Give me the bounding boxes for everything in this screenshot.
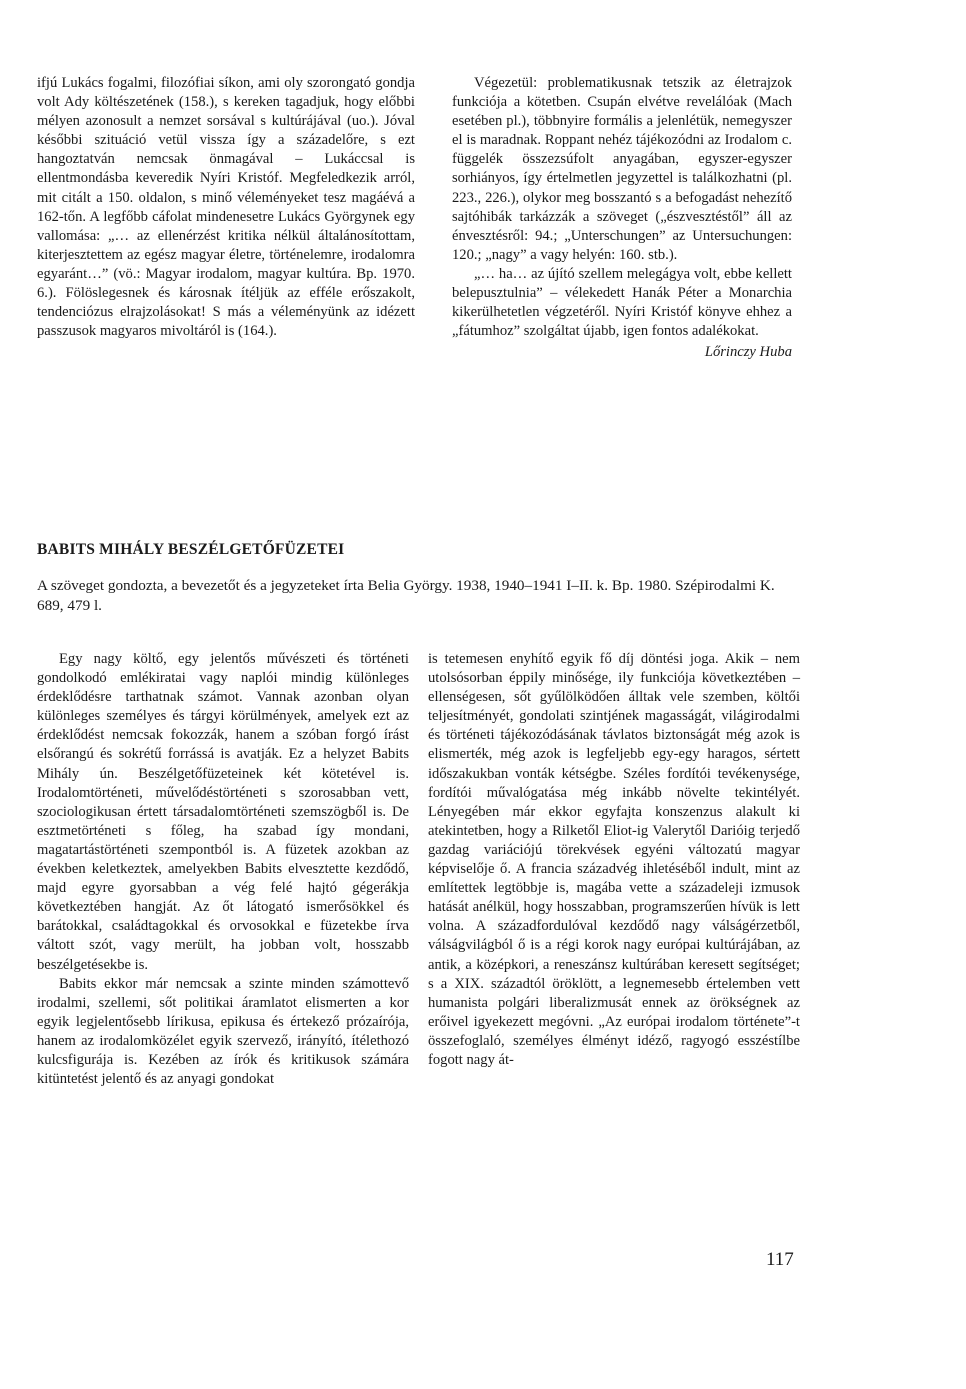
author-signature: Lőrinczy Huba [704,344,792,361]
top-left-column [37,74,415,341]
page-number: 117 [766,1249,794,1270]
paragraph: Babits ekkor már nemcsak a szinte minden számottevő irodalmi, szellemi, sőt politikai áramlatot elismerten a kor egyik legjelentősebb lírikusa, epikusa és értekező prózaírója, hanem az irodalomközélet egyik szervező, irányító, ítélethozó kulcsfigurája is. Kezében az írók és kritikusok számára kitüntetést jelentő és az anyagi gondokat [37,975,409,1088]
body-right-column [428,650,800,1070]
body-left-column [37,650,409,1089]
paragraph: Egy nagy költő, egy jelentős művészeti és történeti gondolkodó emlékiratai vagy naplói mindig különleges érdeklődésre tarthatnak számot. Vannak azonban olyan különleges személyes és tárgyi körülmények, amelyek ezt az érdeklődést nemcsak fokozzák, hanem a szóban forgó írást elsőrangú és sokrétű forrássá is avatják. Ez a helyzet Babits Mihály ún. Beszélgetőfüzeteinek két kötetével is. Irodalomtörténeti, művelődéstörténeti s szorosabban vett, szociologikusan értett társadalomtörténeti szemszögből is. De esztmetörténeti s főleg, ha szabad így mondani, magatartástörténeti szempontból is. A füzetek azokban az években keletkeztek, amelyekben Babits elvesztette kezdődő, majd egyre gyorsabban a vég felé hajtó gégerákja következtében hangját. Az őt látogató ismerősökkel és barátokkal, családtagokkal és orvosokkal e füzetekbe írva váltott szót, vagy merült, ha jobban volt, hosszabb beszélgetésekbe is. [37,651,409,973]
paragraph: Végezetül: problematikusnak tetszik az életrajzok funkciója a kötetben. Csupán elvétve revelálóak (Mach esetében pl.), többnyire formális a jelenlétük, nemegyszer el is maradnak. Roppant nehéz tájékozódni az Irodalom c. függelék összezsúfolt anyagában, egyszer-egyszer sorhiányos, így értelmetlen jegyzettel is találkozhatni (pl. 223., 226.), olykor meg bosszantó s a befogadást nehezítő sajtóhibák tarkázzák a szöveget („észvesztéstől” áll az énvesztésről: 94.; „Unterschungen” az Untersuchungen: 120.; „nagy” a vagy helyén: 160. stb.). [452,75,792,263]
top-right-column [452,74,792,362]
review-title: BABITS MIHÁLY BESZÉLGETŐFÜZETEI [37,541,345,558]
paragraph: is tetemesen enyhítő egyik fő díj döntési joga. Akik – nem utolsósorban éppily minősége, ily funkciója következtében – ellenségesen, sőt gyűlölködően álltak vele szemben, költői teljesítményét, gondolati szintjének magasságát, világirodalmi és történeti tájékozódásának távlatos biztonságát még azok is elismerték, még azok is legfeljebb egy-egy haragos, sértett időszakukban vonták kétségbe. Széles fordítói tevékenysége, fordítói művalógatása még inkább növelte tekintélyét. Lényegében már ekkor egyfajta konszenzus alakult ki atekintetben, hogy a Rilketől Eliot-ig Valerytől Darióig terjedő gazdag variációjú törekvések egyéni változatú magyar képviselője ő. A francia századvég ihletéséből indult, mint az említettek legtöbbje is, magába vette a századeleji izmusok hatását anélkül, hogy hosszabban, programszerűen hívük is lett volna. A századfordulóval kezdődő nagy válságérzetből, válságvilágból ő is a régi korok nagy európai kultúrájában, az antik, a középkori, a reneszánsz kultúrában keresett segítséget; s a XIX. századtól öröklött, a legnemesebb értelemben vett humanista polgári liberalizmusát ennek az örökségnek az erőivel igyekezett megóvni. „Az európai irodalom története”-t összefoglaló, személyes élményt idéző, ragyogó esszéstílbe fogott nagy át- [428,651,800,1068]
paragraph: „… ha… az újító szellem melegágya volt, ebbe kellett belepusztulnia” – vélekedett Hanák Péter a Monarchia kikerülhetetlen végzetéről. Nyíri Kristóf könyve ehhez a „fátumhoz” szolgáltat újabb, igen fontos adalékokat. [452,265,792,340]
review-bibliographic-info: A szöveget gondozta, a bevezetőt és a jegyzeteket írta Belia György. 1938, 1940–1941 I–II. k. Bp. 1980. Szépirodalmi K. 689, 479 l. [37,577,775,614]
paragraph: ifjú Lukács fogalmi, filozófiai síkon, ami oly szorongató gondja volt Ady költészetének (158.), s kereken tagadjuk, hogy előbbi mélyen azonosult a nemzet sorsával s kultúrájával (uo.). Jóval későbbi szituáció vetül vissza így a századelőre, s ezt hangoztatván nemcsak önmagával – Lukáccsal is ellentmondásba keveredik Nyíri Kristóf. Megfeledkezik arról, mit citált a 150. oldalon, s minő véleményeket tesz magáévá a 162-tőn. A legfőbb cáfolat mindenesetre Lukács Györgynek egy vallomása: „… az ellenérzést kritika nélkül általánosítottam, kiterjesztettem az egész magyar életre, történelemre, irodalomra egyaránt…” (vö.: Magyar irodalom, magyar kultúra. Bp. 1970. 6.). Fölöslegesnek és károsnak ítéljük az efféle erőszakolt, tendenciózus elrajzolásokat! S más a véleményünk az idézett passzusok magyaros mivoltáról is (164.). [37,75,415,340]
